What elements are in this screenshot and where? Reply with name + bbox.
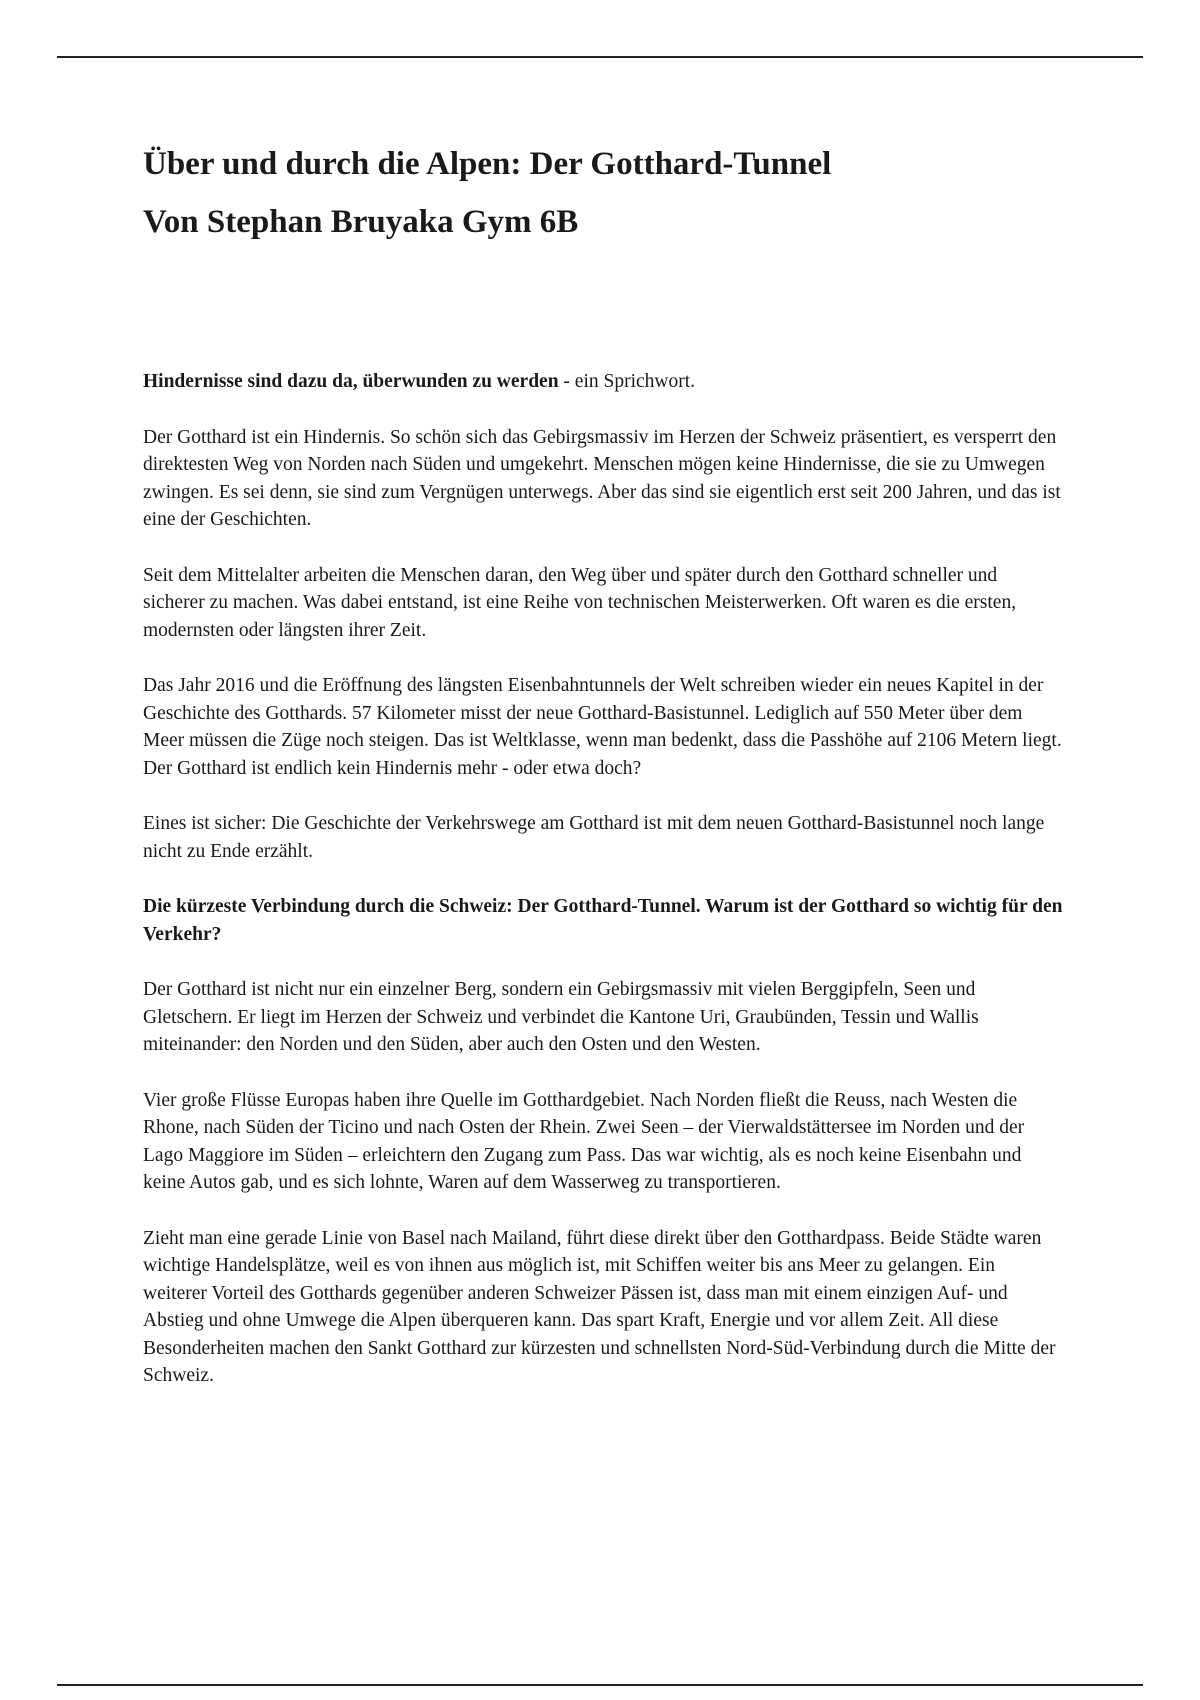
document-author-line: Von Stephan Bruyaka Gym 6B xyxy=(143,204,579,240)
lead-line xyxy=(143,368,1063,396)
paragraph: Eines ist sicher: Die Geschichte der Verkehrswege am Gotthard ist mit dem neuen Gotthard-Basistunnel noch lange nicht zu Ende erzählt. xyxy=(143,813,1045,862)
section-heading: Die kürzeste Verbindung durch die Schweiz: Der Gotthard-Tunnel. Warum ist der Gotthard so wichtig für den Verkehr? xyxy=(143,896,1063,945)
paragraph: Vier große Flüsse Europas haben ihre Quelle im Gotthardgebiet. Nach Norden fließt die Reuss, nach Westen die Rhone, nach Süden der Ticino und nach Osten der Rhein. Zwei Seen – der Vierwaldstättersee im Norden und der Lago Maggiore im Süden – erleichtern den Zugang zum Pass. Das war wichtig, als es noch keine Eisenbahn und keine Autos gab, und es sich lohnte, Waren auf dem Wasserweg zu transportieren. xyxy=(143,1089,1025,1193)
document-title: Über und durch die Alpen: Der Gotthard-Tunnel xyxy=(143,146,832,182)
bottom-divider xyxy=(57,1684,1143,1686)
top-divider xyxy=(57,56,1143,58)
lead-attribution: - ein Sprichwort. xyxy=(558,371,696,392)
paragraph: Zieht man eine gerade Linie von Basel nach Mailand, führt diese direkt über den Gotthardpass. Beide Städte waren wichtige Handelsplätze, weil es von ihnen aus möglich ist, mit Schiffen weiter bis ans Meer zu gelangen. Ein weiterer Vorteil des Gotthards gegenüber anderen Schweizer Pässen ist, dass man mit einem einzigen Auf- und Abstieg und ohne Umwege die Alpen überqueren kann. Das spart Kraft, Energie und vor allem Zeit. All diese Besonderheiten machen den Sankt Gotthard zur kürzesten und schnellsten Nord-Süd-Verbindung durch die Mitte der Schweiz. xyxy=(143,1227,1056,1386)
lead-proverb: Hindernisse sind dazu da, überwunden zu werden xyxy=(143,371,559,392)
paragraph: Seit dem Mittelalter arbeiten die Menschen daran, den Weg über und später durch den Gotthard schneller und sicherer zu machen. Was dabei entstand, ist eine Reihe von technischen Meisterwerken. Oft waren es die ersten, modernsten oder längsten ihrer Zeit. xyxy=(143,564,1017,641)
paragraph: Das Jahr 2016 und die Eröffnung des längsten Eisenbahntunnels der Welt schreiben wieder ein neues Kapitel in der Geschichte des Gotthards. 57 Kilometer misst der neue Gotthard-Basistunnel. Lediglich auf 550 Meter über dem Meer müssen die Züge noch steigen. Das ist Weltklasse, wenn man bedenkt, dass die Passhöhe auf 2106 Metern liegt. Der Gotthard ist endlich kein Hindernis mehr - oder etwa doch? xyxy=(143,675,1062,779)
paragraph: Der Gotthard ist nicht nur ein einzelner Berg, sondern ein Gebirgsmassiv mit vielen Berggipfeln, Seen und Gletschern. Er liegt im Herzen der Schweiz und verbindet die Kantone Uri, Graubünden, Tessin und Wallis miteinander: den Norden und den Süden, aber auch den Osten und den Westen. xyxy=(143,979,979,1055)
document-body xyxy=(143,136,1063,1390)
paragraph: Der Gotthard ist ein Hindernis. So schön sich das Gebirgsmassiv im Herzen der Schweiz präsentiert, es versperrt den direktesten Weg von Norden nach Süden und umgekehrt. Menschen mögen keine Hindernisse, die sie zu Umwegen zwingen. Es sei denn, sie sind zum Vergnügen unterwegs. Aber das sind sie eigentlich erst seit 200 Jahren, und das ist eine der Geschichten. xyxy=(143,426,1061,530)
